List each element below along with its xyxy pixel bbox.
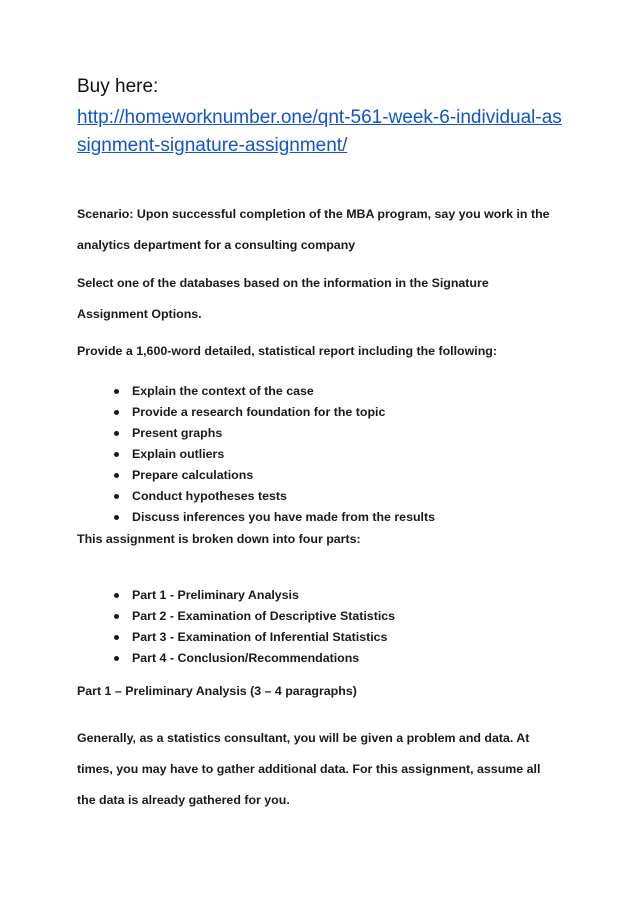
bullet-icon <box>114 494 119 499</box>
bullet-icon <box>114 515 119 520</box>
list-item <box>114 486 435 507</box>
bullet-icon <box>114 410 119 415</box>
bullet-icon <box>114 656 119 661</box>
list-item-text: Explain outliers <box>132 447 225 461</box>
list-item <box>114 465 435 486</box>
bullet-icon <box>114 593 119 598</box>
list-item <box>114 423 435 444</box>
list-item-text: Provide a research foundation for the topic <box>132 405 386 419</box>
list-item <box>114 444 435 465</box>
list-item-text: Part 2 - Examination of Descriptive Statistics <box>132 609 396 623</box>
scenario-paragraph: Scenario: Upon successful completion of the MBA program, say you work in the analytics department for a consulting company <box>77 207 550 252</box>
bullet-icon <box>114 452 119 457</box>
parts-list <box>114 585 395 669</box>
bullet-icon <box>114 473 119 478</box>
list-item-text: Part 1 - Preliminary Analysis <box>132 588 299 602</box>
select-paragraph: Select one of the databases based on the information in the Signature Assignment Options. <box>77 276 489 321</box>
report-items-list <box>114 381 435 528</box>
list-item-text: Prepare calculations <box>132 468 254 482</box>
bullet-icon <box>114 614 119 619</box>
list-item <box>114 381 435 402</box>
list-item-text: Explain the context of the case <box>132 384 314 398</box>
buy-here-label: Buy here: <box>77 76 159 97</box>
list-item <box>114 402 435 423</box>
list-item-text: Part 4 - Conclusion/Recommendations <box>132 651 360 665</box>
bullet-icon <box>114 635 119 640</box>
list-item-text: Present graphs <box>132 426 223 440</box>
list-item-text: Conduct hypotheses tests <box>132 489 287 503</box>
list-item <box>114 648 395 669</box>
list-item-text: Part 3 - Examination of Inferential Statistics <box>132 630 388 644</box>
broken-down-paragraph: This assignment is broken down into four parts: <box>77 532 361 546</box>
bullet-icon <box>114 389 119 394</box>
bullet-icon <box>114 431 119 436</box>
generally-paragraph: Generally, as a statistics consultant, you will be given a problem and data. At times, you may have to gather additional data. For this assignment, assume all the data is already gathered for you. <box>77 731 541 807</box>
part1-heading: Part 1 – Preliminary Analysis (3 – 4 paragraphs) <box>77 684 357 698</box>
provide-paragraph: Provide a 1,600-word detailed, statistical report including the following: <box>77 344 497 358</box>
list-item-text: Discuss inferences you have made from the results <box>132 510 435 524</box>
list-item <box>114 606 395 627</box>
list-item <box>114 585 395 606</box>
buy-link[interactable]: http://homeworknumber.one/qnt-561-week-6-individual-assignment-signature-assignment/ <box>77 107 562 156</box>
list-item <box>114 627 395 648</box>
